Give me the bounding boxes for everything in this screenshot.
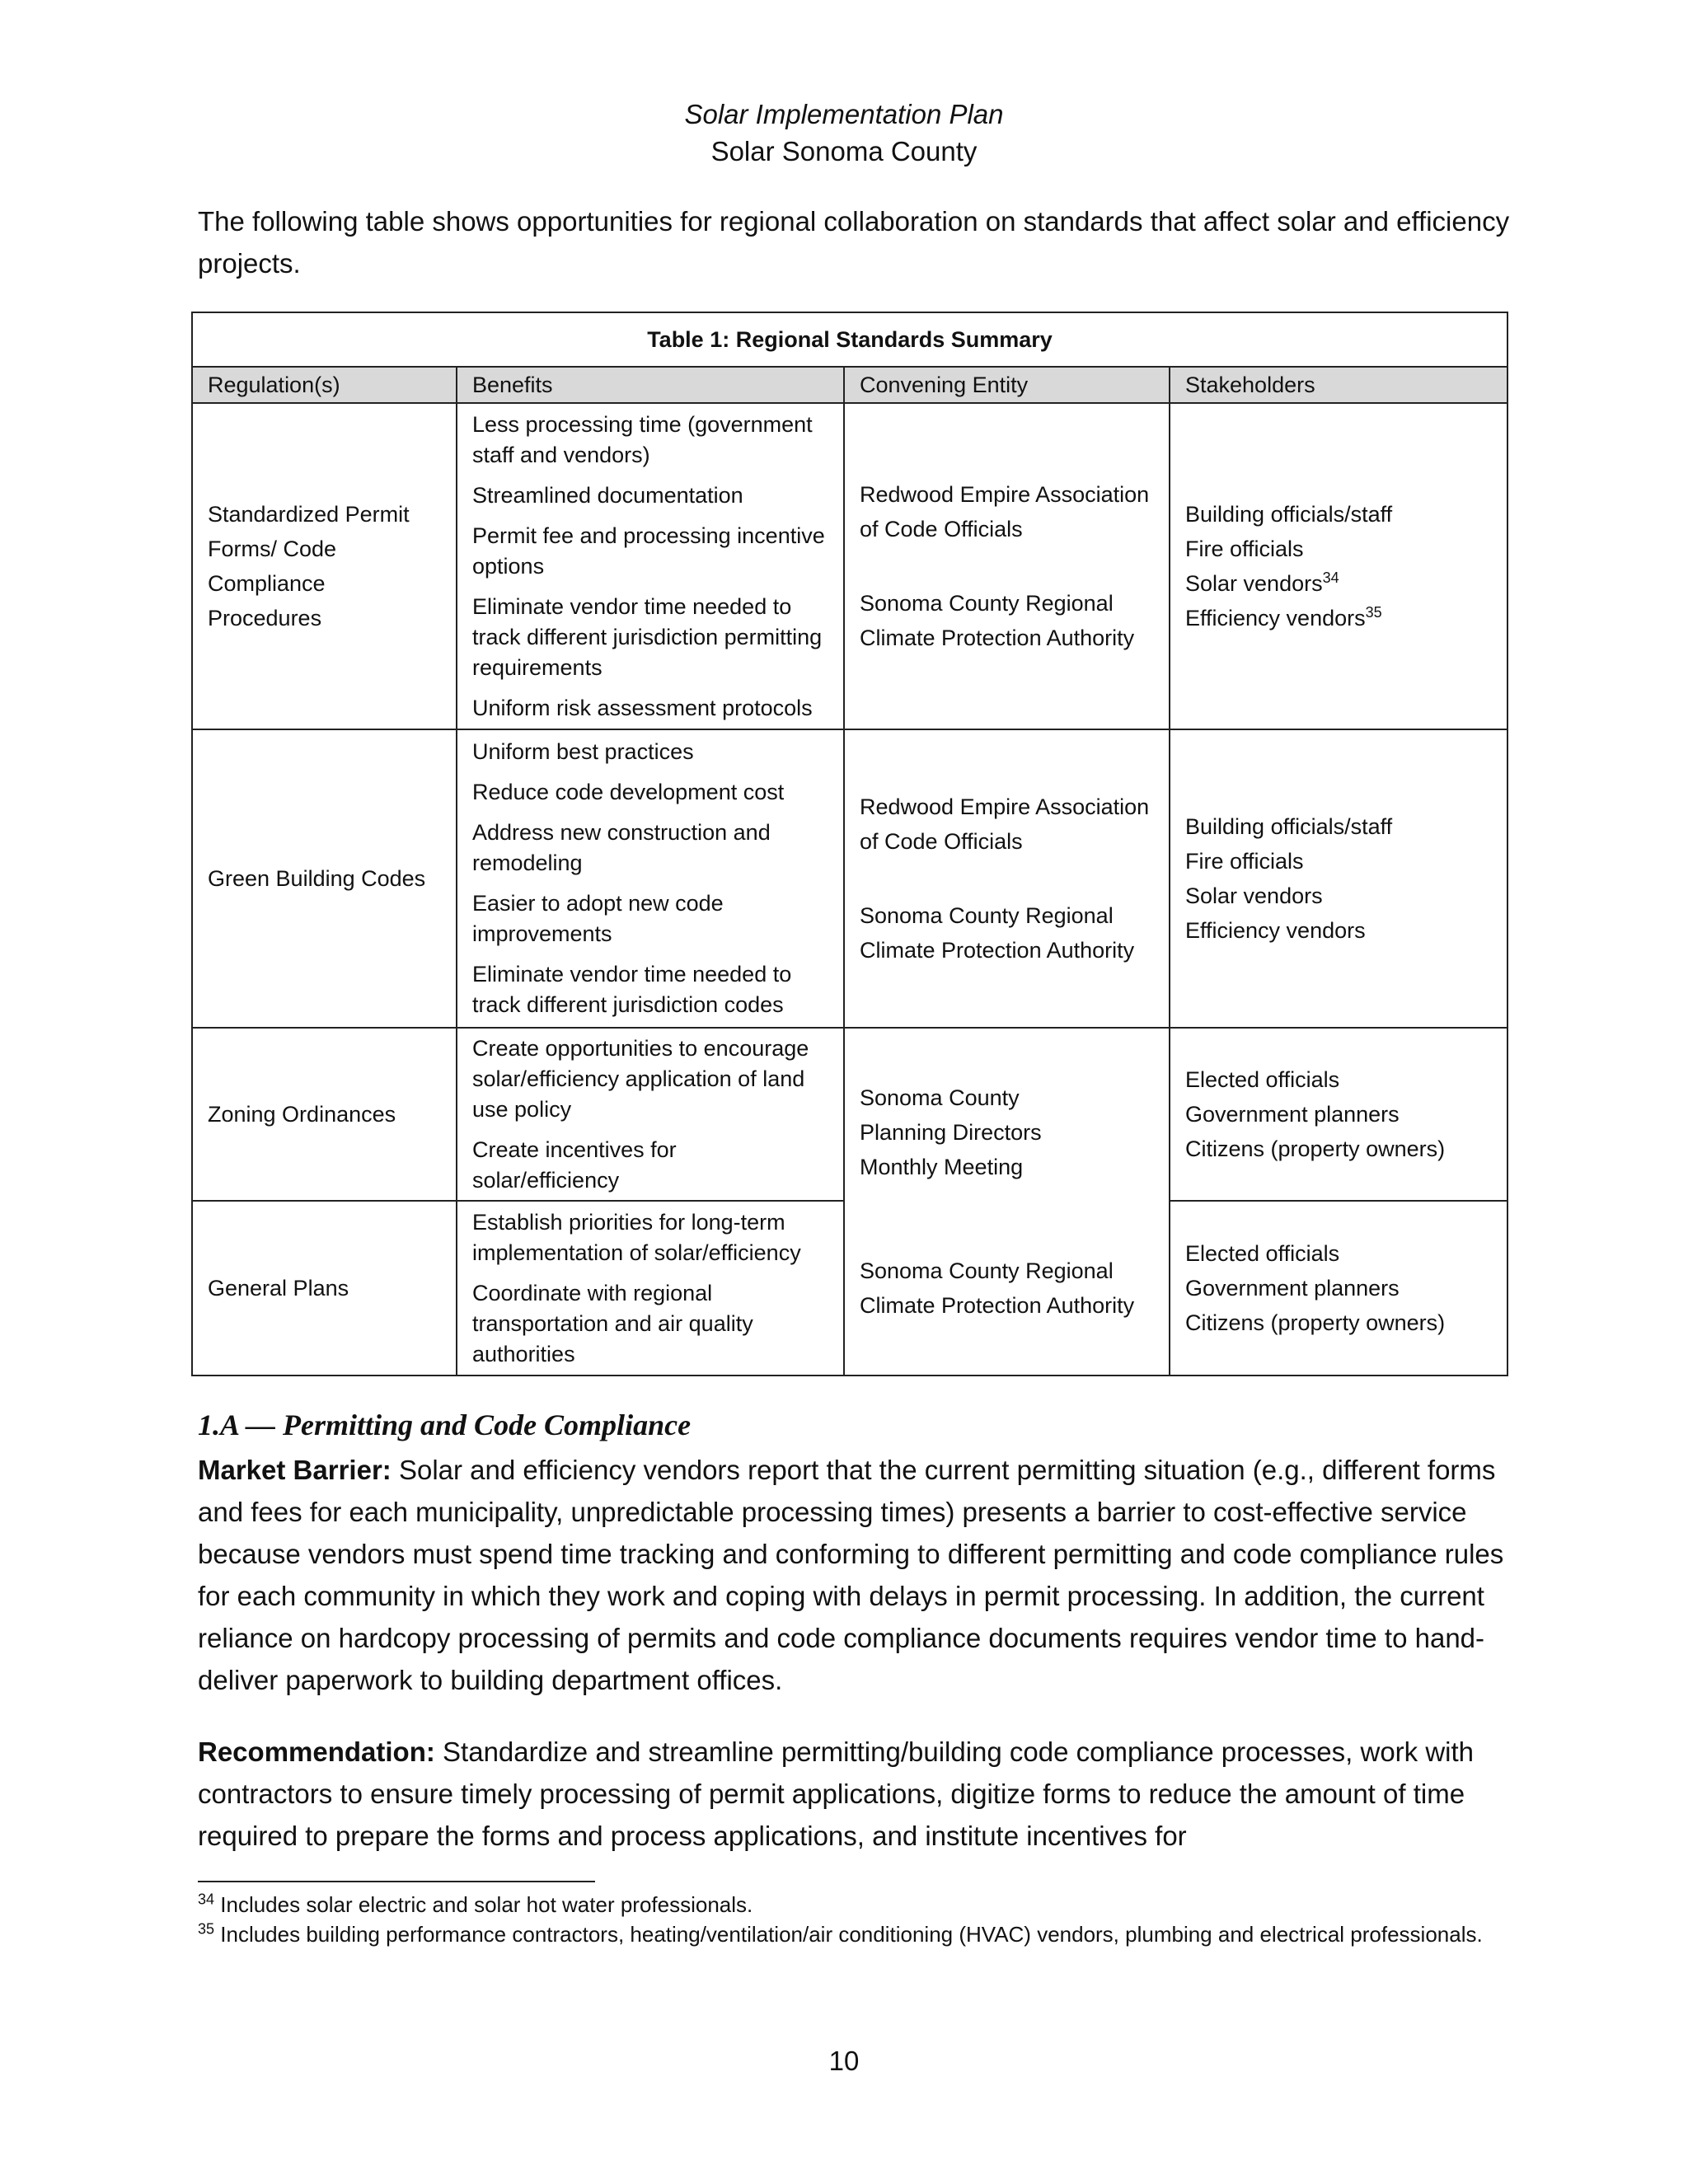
- regulation-cell: Green Building Codes: [192, 729, 457, 1028]
- entity-line: Sonoma County Regional: [860, 591, 1114, 616]
- stakeholder-item: Efficiency vendors$^{35}$: [1185, 604, 1382, 630]
- benefit-item: Permit fee and processing incentive options: [472, 523, 825, 579]
- stakeholder-item: Efficiency vendors: [1185, 918, 1366, 943]
- benefit-item: Uniform best practices: [472, 739, 694, 764]
- entity-line: of Code Officials: [860, 829, 1023, 854]
- stakeholder-item: Government planners: [1185, 1276, 1400, 1301]
- benefit-item: Uniform risk assessment protocols: [472, 695, 813, 720]
- stakeholder-item: Fire officials: [1185, 537, 1304, 561]
- table-caption: Table 1: Regional Standards Summary: [192, 312, 1507, 367]
- doc-title: Solar Implementation Plan: [684, 99, 1004, 129]
- entity-line: Sonoma County Regional: [860, 1258, 1114, 1283]
- footnote: [198, 1890, 1517, 1919]
- column-header: Convening Entity: [844, 367, 1170, 403]
- benefits-cell: [457, 403, 844, 729]
- entity-line: Sonoma County: [860, 1085, 1020, 1110]
- section-heading: 1.A — Permitting and Code Compliance: [198, 1408, 692, 1441]
- table-row: [192, 729, 1507, 1028]
- doc-subtitle: Solar Sonoma County: [710, 136, 978, 166]
- column-header: Stakeholders: [1170, 367, 1507, 403]
- entity-line: Redwood Empire Association: [860, 794, 1150, 819]
- entity-line: Climate Protection Authority: [860, 938, 1135, 963]
- column-header: Regulation(s): [192, 367, 457, 403]
- page-number: 10: [828, 2046, 860, 2076]
- stakeholder-item: Elected officials: [1185, 1067, 1340, 1092]
- stakeholders-cell: [1170, 1201, 1507, 1376]
- convening-entity-cell: [844, 1028, 1170, 1376]
- recommendation-paragraph: [198, 1731, 1517, 1857]
- benefit-item: Create incentives for solar/efficiency: [472, 1137, 677, 1193]
- entity-line: Climate Protection Authority: [860, 1293, 1135, 1318]
- intro-paragraph: The following table shows opportunities for regional collaboration on standards that affect solar and efficiency projects.: [198, 206, 1510, 279]
- column-header: Benefits: [457, 367, 844, 403]
- stakeholder-item: Building officials/staff: [1185, 814, 1393, 839]
- benefit-item: Establish priorities for long-term implementation of solar/efficiency: [472, 1209, 801, 1265]
- barrier-label: Market Barrier:: [198, 1455, 392, 1485]
- regulation-cell: Standardized Permit Forms/ Code Compliance Procedures: [192, 403, 457, 729]
- stakeholder-item: Fire officials: [1185, 849, 1304, 874]
- convening-entity-cell: [844, 403, 1170, 729]
- stakeholder-item: Solar vendors$^{34}$: [1185, 569, 1339, 596]
- stakeholder-item: Government planners: [1185, 1102, 1400, 1127]
- footnote-ref[interactable]: 34: [1322, 569, 1339, 586]
- regional-standards-table: [191, 312, 1508, 1376]
- benefit-item: Easier to adopt new code improvements: [472, 891, 724, 946]
- spacer: [860, 546, 1154, 586]
- benefit-item: Reduce code development cost: [472, 780, 785, 804]
- entity-line: Sonoma County Regional: [860, 903, 1114, 928]
- convening-entity-cell: [844, 729, 1170, 1028]
- entity-line: Climate Protection Authority: [860, 626, 1135, 650]
- entity-line: Redwood Empire Association: [860, 482, 1150, 507]
- entity-line: Monthly Meeting: [860, 1155, 1024, 1179]
- recommendation-label: Recommendation:: [198, 1736, 435, 1767]
- benefit-item: Streamlined documentation: [472, 482, 743, 508]
- benefits-cell: [457, 729, 844, 1028]
- stakeholders-cell: [1170, 729, 1507, 1028]
- footnote-number: 35: [198, 1920, 215, 1938]
- stakeholders-cell: [1170, 403, 1507, 729]
- table-row: [192, 403, 1507, 729]
- benefit-item: Coordinate with regional transportation and air quality authorities: [472, 1280, 753, 1366]
- footnote-divider: [198, 1881, 595, 1882]
- benefit-item: Eliminate vendor time needed to track different jurisdiction permitting requirements: [472, 593, 823, 680]
- regulation-cell: Zoning Ordinances: [192, 1028, 457, 1201]
- market-barrier-paragraph: [198, 1449, 1517, 1701]
- barrier-text: Solar and efficiency vendors report that the current permitting situation (e.g., different forms and fees for each municipality, unpredictable processing times) presents a barrier to cost-effective service because vendors must spend time tracking and conforming to different permitting and code compliance rules for each community in which they work and coping with delays in permit processing. In addition, the current reliance on hardcopy processing of permits and code compliance documents requires vendor time to hand-deliver paperwork to building department offices.: [198, 1455, 1504, 1695]
- stakeholders-cell: [1170, 1028, 1507, 1201]
- recommendation-text: Standardize and streamline permitting/building code compliance processes, work with contractors to ensure timely processing of permit applications, digitize forms to reduce the amount of time required to prepare the forms and process applications, and institute incentives for: [198, 1736, 1475, 1851]
- benefit-item: Create opportunities to encourage solar/efficiency application of land use policy: [472, 1035, 809, 1122]
- spacer: [860, 859, 1154, 898]
- footnote-text: Includes solar electric and solar hot water professionals.: [214, 1892, 753, 1917]
- benefits-cell: [457, 1028, 844, 1201]
- benefit-item: Less processing time (government staff and vendors): [472, 411, 813, 467]
- stakeholder-item: Citizens (property owners): [1185, 1137, 1446, 1161]
- benefit-item: Address new construction and remodeling: [472, 820, 771, 875]
- table-row: [192, 1028, 1507, 1201]
- spacer: [860, 1184, 1154, 1254]
- regulation-cell: General Plans: [192, 1201, 457, 1376]
- stakeholder-item: Citizens (property owners): [1185, 1310, 1446, 1335]
- benefits-cell: [457, 1201, 844, 1376]
- entity-line: of Code Officials: [860, 517, 1023, 541]
- stakeholder-item: Elected officials: [1185, 1241, 1340, 1266]
- footnote: [198, 1919, 1517, 1949]
- table-header-row: [192, 367, 1507, 403]
- footnote-text: Includes building performance contractors, heating/ventilation/air conditioning (HVAC) vendors, plumbing and electrical professionals.: [214, 1922, 1483, 1947]
- stakeholder-item: Solar vendors: [1185, 883, 1323, 908]
- footnote-ref[interactable]: 35: [1365, 604, 1382, 621]
- entity-line: Planning Directors: [860, 1120, 1042, 1145]
- benefit-item: Eliminate vendor time needed to track different jurisdiction codes: [472, 962, 792, 1017]
- footnote-number: 34: [198, 1891, 215, 1908]
- stakeholder-item: Building officials/staff: [1185, 502, 1393, 527]
